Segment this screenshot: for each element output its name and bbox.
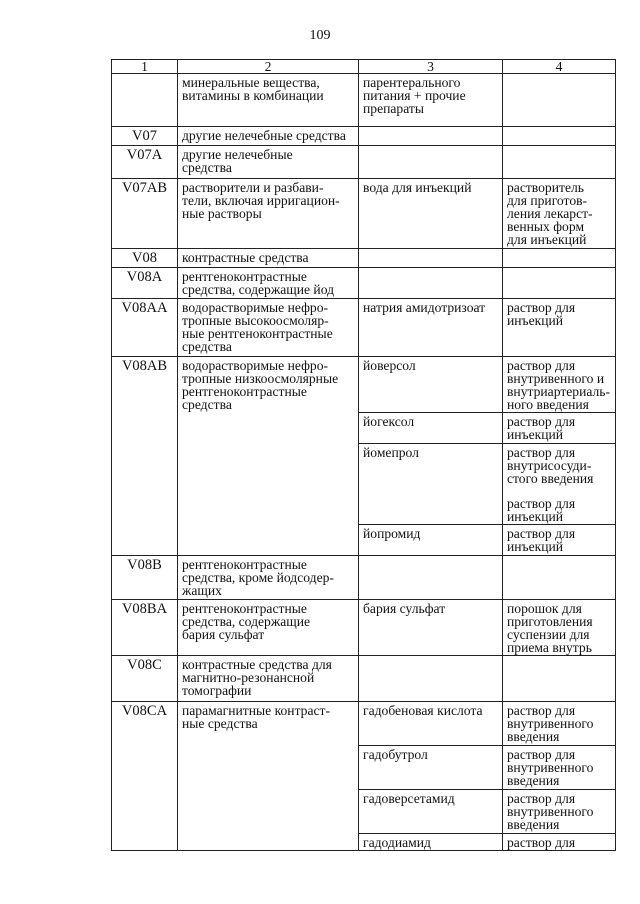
drug-name-cell: гадоверсетамид [359, 790, 503, 834]
drug-name-cell [359, 249, 503, 268]
atc-code-cell: V07A [112, 146, 178, 179]
dosage-form-cell: раствор для инъекций [503, 413, 616, 444]
description-cell: минеральные вещества, витамины в комбинации [178, 74, 359, 127]
dosage-form-cell: раствор для внутривенного введения [503, 790, 616, 834]
dosage-form-cell [503, 268, 616, 299]
atc-code-cell: V08A [112, 268, 178, 299]
description-cell: контрастные средства [178, 249, 359, 268]
dosage-form-text: раствор для инъекций [507, 496, 576, 524]
table-row [112, 556, 616, 600]
dosage-form-cell [503, 249, 616, 268]
dosage-form-cell: порошок для приготовления суспензии для приема внутрь [503, 600, 616, 656]
table-row [112, 268, 616, 299]
drug-table [111, 59, 616, 851]
drug-name-cell: йомепрол [359, 444, 503, 525]
page-number: 109 [309, 28, 331, 43]
dosage-form-cell [503, 444, 616, 525]
drug-name-cell [359, 127, 503, 146]
drug-name-cell [359, 556, 503, 600]
column-header-2: 2 [178, 60, 359, 74]
description-cell: водорастворимые нефро- тропные низкоосмолярные рентгеноконтрастные средства [178, 357, 359, 556]
dosage-form-cell: раствор для внутривенного введения [503, 702, 616, 746]
atc-code-cell: V08 [112, 249, 178, 268]
description-cell: рентгеноконтрастные средства, содержащие йод [178, 268, 359, 299]
dosage-form-cell [503, 656, 616, 702]
atc-code-cell: V08BA [112, 600, 178, 656]
drug-name-cell: натрия амидотризоат [359, 299, 503, 357]
atc-code-cell: V08CA [112, 702, 178, 851]
drug-name-cell [359, 268, 503, 299]
atc-code-cell: V08C [112, 656, 178, 702]
description-cell: другие нелечебные средства [178, 127, 359, 146]
description-cell: водорастворимые нефро- тропные высокоосмоляр- ные рентгеноконтрастные средства [178, 299, 359, 357]
dosage-form-cell: раствор для внутривенного введения [503, 746, 616, 790]
dosage-form-cell: раствор для инъекций [503, 299, 616, 357]
table-row [112, 600, 616, 656]
dosage-form-cell: раствор для внутривенного и внутриартериаль- ного введения [503, 357, 616, 413]
dosage-form-cell: раствор для [503, 834, 616, 851]
drug-name-cell [359, 656, 503, 702]
dosage-form-cell [503, 74, 616, 127]
dosage-form-cell [503, 556, 616, 600]
table-row [112, 74, 616, 127]
column-header-4: 4 [503, 60, 616, 74]
dosage-form-cell [503, 146, 616, 179]
column-header-1: 1 [112, 60, 178, 74]
table-row [112, 299, 616, 357]
description-cell: рентгеноконтрастные средства, кроме йодсодер- жащих [178, 556, 359, 600]
table-row [112, 702, 616, 746]
description-cell: растворители и разбави- тели, включая ирригацион- ные растворы [178, 179, 359, 249]
drug-name-cell: бария сульфат [359, 600, 503, 656]
table-row [112, 656, 616, 702]
table-row [112, 249, 616, 268]
dosage-form-cell [503, 127, 616, 146]
description-cell: рентгеноконтрастные средства, содержащие бария сульфат [178, 600, 359, 656]
drug-name-cell: йогексол [359, 413, 503, 444]
table-row [112, 357, 616, 413]
dosage-form-cell: растворитель для приготов- ления лекарст- венных форм для инъекций [503, 179, 616, 249]
column-header-3: 3 [359, 60, 503, 74]
drug-name-cell: йоверсол [359, 357, 503, 413]
drug-name-cell: гадобутрол [359, 746, 503, 790]
drug-name-cell: гадодиамид [359, 834, 503, 851]
dosage-form-cell: раствор для инъекций [503, 525, 616, 556]
description-cell: другие нелечебные средства [178, 146, 359, 179]
atc-code-cell: V08B [112, 556, 178, 600]
description-cell: парамагнитные контраст- ные средства [178, 702, 359, 851]
dosage-form-text: раствор для внутрисосуди- стого введения [507, 445, 594, 486]
description-cell: контрастные средства для магнитно-резонансной томографии [178, 656, 359, 702]
drug-name-cell: парентерального питания + прочие препараты [359, 74, 503, 127]
drug-name-cell: гадобеновая кислота [359, 702, 503, 746]
atc-code-cell [112, 74, 178, 127]
drug-name-cell [359, 146, 503, 179]
atc-code-cell: V08AA [112, 299, 178, 357]
drug-name-cell: вода для инъекций [359, 179, 503, 249]
table-row [112, 146, 616, 179]
atc-code-cell: V08AB [112, 357, 178, 556]
table-header-row [112, 60, 616, 74]
table-row [112, 179, 616, 249]
table-row [112, 127, 616, 146]
drug-name-cell: йопромид [359, 525, 503, 556]
atc-code-cell: V07 [112, 127, 178, 146]
atc-code-cell: V07AB [112, 179, 178, 249]
